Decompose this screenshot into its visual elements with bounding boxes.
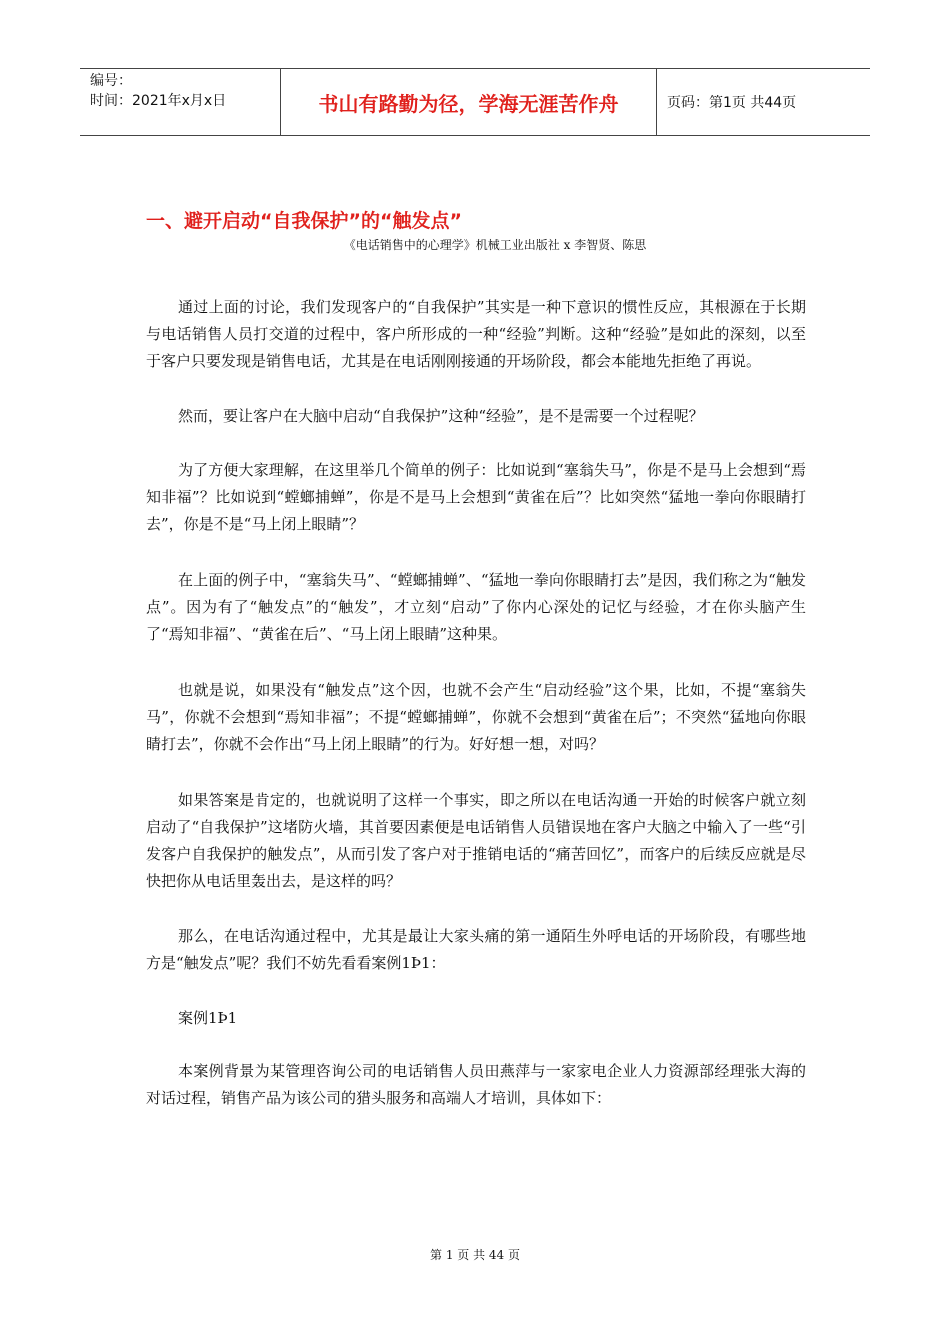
paragraph: 然而，要让客户在大脑中启动“自我保护”这种“经验”，是不是需要一个过程呢？ [178,407,704,425]
body-text [146,294,806,1112]
header-meta [80,69,280,135]
paragraph: 如果答案是肯定的，也就说明了这样一个事实，即之所以在电话沟通一开始的时候客户就立刻启动了“自我保护”这堵防火墙，其首要因素便是电话销售人员错误地在客户大脑之中输入了一些“引发客户自我保护的触发点”，从而引发了客户对于推销电话的“痛苦回忆”，而客户的后续反应就是尽快把你从电话里轰出去，是这样的吗？ [146,791,806,890]
header-page-label: 页码：第1页 共44页 [667,95,797,111]
source-citation: 《电话销售中的心理学》机械工业出版社 x 李智贤、陈思 [343,238,647,252]
document-number-label: 编号： [90,73,132,89]
paragraph: 在上面的例子中，“塞翁失马”、“螳螂捕蝉”、“猛地一拳向你眼睛打去”是因，我们称之为“触发点”。因为有了“触发点”的“触发”，才立刻“启动”了你内心深处的记忆与经验，才在你头脑产生了“焉知非福”、“黄雀在后”、“马上闭上眼睛”这种果。 [146,571,806,643]
paragraph: 通过上面的讨论，我们发现客户的“自我保护”其实是一种下意识的惯性反应，其根源在于长期与电话销售人员打交道的过程中，客户所形成的一种“经验”判断。这种“经验”是如此的深刻，以至于客户只要发现是销售电话，尤其是在电话刚刚接通的开场阶段，都会本能地先拒绝了再说。 [146,298,806,370]
section-title: 一、避开启动“自我保护”的“触发点” [146,210,462,232]
paragraph: 那么，在电话沟通过程中，尤其是最让大家头痛的第一通陌生外呼电话的开场阶段，有哪些地方是“触发点”呢？我们不妨先看看案例1Þ1： [146,927,806,972]
paragraph: 本案例背景为某管理咨询公司的电话销售人员田燕萍与一家家电企业人力资源部经理张大海的对话过程，销售产品为该公司的猎头服务和高端人才培训，具体如下： [146,1062,806,1107]
page-footer: 第 1 页 共 44 页 [430,1248,520,1262]
header-motto: 书山有路勤为径，学海无涯苦作舟 [280,69,657,135]
page-header [80,68,870,136]
paragraph: 也就是说，如果没有“触发点”这个因，也就不会产生“启动经验”这个果，比如，不提“塞翁失马”，你就不会想到“焉知非福”；不提“螳螂捕蝉”，你就不会想到“黄雀在后”；不突然“猛地向你眼睛打去”，你就不会作出“马上闭上眼睛”的行为。好好想一想，对吗？ [146,681,806,753]
case-label: 案例1Þ1 [178,1009,238,1027]
paragraph: 为了方便大家理解，在这里举几个简单的例子：比如说到“塞翁失马”，你是不是马上会想到“焉知非福”？比如说到“螳螂捕蝉”，你是不是马上会想到“黄雀在后”？比如突然“猛地一拳向你眼睛打去”，你是不是“马上闭上眼睛”？ [146,461,806,533]
document-date-label: 时间：2021年x月x日 [90,93,227,109]
